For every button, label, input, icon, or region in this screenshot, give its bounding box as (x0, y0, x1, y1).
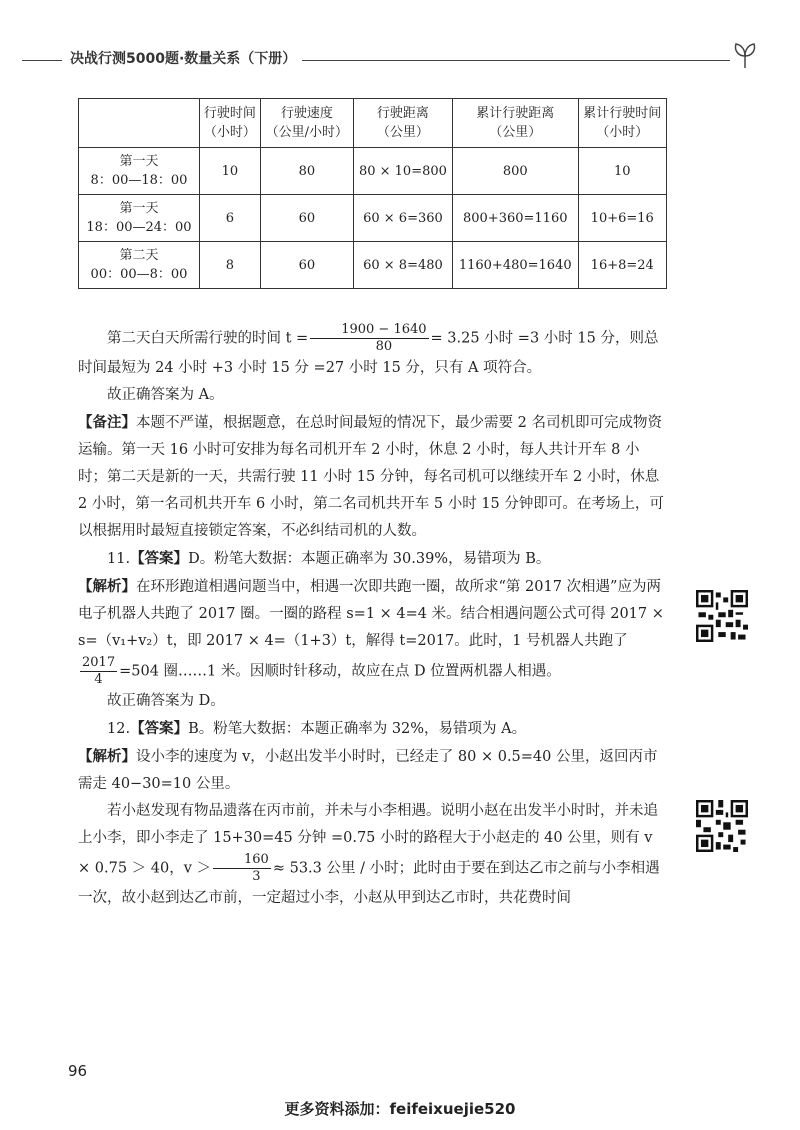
running-header (0, 46, 800, 76)
solution-text (78, 322, 668, 912)
table-header: 累计行驶距离 （公里） (452, 99, 578, 148)
q12-explanation: 【解析】设小李的速度为 v，小赵出发半小时时，已经走了 80 × 0.5=40 公里，返回丙市需走 40−30=10 公里。 (78, 748, 658, 792)
row-label: 第一天 8：00—18：00 (79, 148, 200, 195)
page-number: 96 (68, 1062, 88, 1080)
table-corner-cell (79, 99, 200, 148)
table-cell: 10 (578, 148, 667, 195)
row-label: 第二天 00：00—8：00 (79, 242, 200, 289)
table-header: 累计行驶时间 （小时） (578, 99, 667, 148)
table-cell: 60 × 8=480 (353, 242, 452, 289)
q11-answer: 11.【答案】D。粉笔大数据：本题正确率为 30.39%，易错项为 B。 (107, 550, 551, 567)
table-cell: 1160+480=1640 (452, 242, 578, 289)
table-header: 行驶距离 （公里） (353, 99, 452, 148)
header-rule-right (302, 60, 730, 61)
table-row (79, 148, 667, 195)
q12-answer: 12.【答案】B。粉笔大数据：本题正确率为 32%，易错项为 A。 (107, 720, 527, 737)
table-cell: 8 (200, 242, 261, 289)
qr-code-icon (696, 590, 748, 642)
time-paragraph: 第二天白天所需行驶的时间 t = $\frac{1900 - 1640}{80}$ = 3.25 小时 =3 小时 15 分，则总时间最短为 24 小时 +3 小时 15 分 =27 小时 15 分，只有 A 项符合。 (78, 322, 659, 376)
table-header-row (79, 99, 667, 148)
table-cell: 80 × 10=800 (353, 148, 452, 195)
q11-explanation: 【解析】在环形跑道相遇问题当中，相遇一次即共跑一圈，故所求“第 2017 次相遇”应为两电子机器人共跑了 2017 圈。一圈的路程 s=1 × 4=4 米。结合相遇问题公式可得 2017 × s=（v₁+v₂）t，即 2017 × 4=（1+3）t，解得 t=2017。此时，1 号机器人共跑了 $\frac{2017}{4}$ =504 圈……1 米。因顺时针移动，故应在点 D 位置两机器人相遇。 (78, 578, 664, 687)
table-cell: 6 (200, 195, 261, 242)
header-title: 决战行测5000题·数量关系（下册） (70, 51, 297, 67)
fraction: $\frac{2017}{4}$ (82, 655, 116, 687)
answer-line: 故正确答案为 A。 (107, 387, 224, 403)
table-row (79, 195, 667, 242)
row-label: 第一天 18：00—24：00 (79, 195, 200, 242)
sprout-icon (730, 40, 760, 70)
q11-final-answer: 故正确答案为 D。 (107, 693, 225, 709)
fraction: $\frac{1900 - 1640}{80}$ (310, 322, 428, 355)
table-cell: 10+6=16 (578, 195, 667, 242)
table-cell: 10 (200, 148, 261, 195)
fraction: $\frac{160}{3}$ (213, 852, 271, 885)
table-row (79, 242, 667, 289)
table-cell: 800 (452, 148, 578, 195)
table-cell: 60 × 6=360 (353, 195, 452, 242)
driving-table (78, 98, 667, 289)
table-cell: 80 (260, 148, 353, 195)
q12-paragraph: 若小赵发现有物品遗落在丙市前，并未与小李相遇。说明小赵在出发半小时时，并未追上小李，即小李走了 15+30=45 分钟 =0.75 小时的路程大于小赵走的 40 公里，则有 v × 0.75 ＞ 40，v ＞ $\frac{160}{3}$ ≈ 53.3 公里 / 小时；此时由于要在到达乙市之前与小李相遇一次，故小赵到达乙市前，一定超过小李，小赵从甲到达乙市时，共花费时间 (78, 803, 660, 906)
note-paragraph: 【备注】本题不严谨，根据题意，在总时间最短的情况下，最少需要 2 名司机即可完成物资运输。第一天 16 小时可安排为每名司机开车 2 小时，休息 2 小时，每人共计开车 8 小时；第二天是新的一天，共需行驶 11 小时 15 分钟，每名司机可以继续开车 2 小时，休息 2 小时，第一名司机共开车 6 小时，第二名司机共开车 5 小时 15 分钟即可。在考场上，可以根据用时最短直接锁定答案，不必纠结司机的人数。 (78, 414, 664, 539)
table-cell: 800+360=1160 (452, 195, 578, 242)
footer-note: 更多资料添加：feifeixuejie520 (284, 1100, 516, 1118)
table-header: 行驶速度 （公里/小时） (260, 99, 353, 148)
table-cell: 60 (260, 195, 353, 242)
header-rule-left (22, 60, 62, 61)
table-header: 行驶时间 （小时） (200, 99, 261, 148)
qr-code-icon (696, 800, 748, 852)
table-cell: 60 (260, 242, 353, 289)
table-cell: 16+8=24 (578, 242, 667, 289)
